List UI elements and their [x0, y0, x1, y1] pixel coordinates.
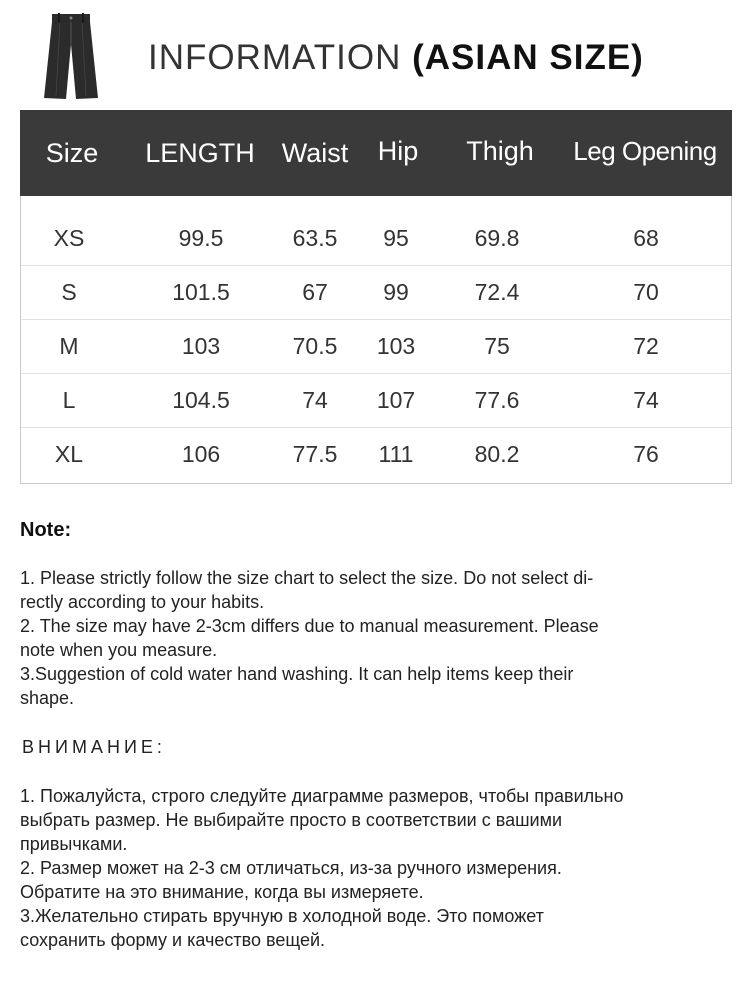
- cell-waist: 63.5: [292, 225, 338, 251]
- cell-length: 103: [181, 333, 221, 359]
- table-row-m: [21, 319, 731, 374]
- russian-note-line: сохранить форму и качество вещей.: [20, 930, 326, 950]
- title-asian-size: (ASIAN SIZE): [412, 38, 644, 77]
- cell-hip: 99: [383, 279, 409, 305]
- table-row-l: [21, 373, 731, 428]
- table-row-s: [21, 265, 731, 320]
- cell-thigh: 80.2: [474, 441, 520, 467]
- cell-hip: 111: [378, 441, 414, 467]
- cell-leg-opening: 68: [633, 225, 659, 251]
- russian-note-line: Обратите на это внимание, когда вы измеряете.: [20, 882, 424, 902]
- cell-waist: 67: [302, 279, 328, 305]
- cell-leg-opening: 74: [633, 387, 659, 413]
- page-header: [0, 0, 750, 110]
- cell-thigh: 72.4: [474, 279, 520, 305]
- column-header-size: Size: [45, 138, 99, 168]
- column-header-length: LENGTH: [145, 138, 255, 168]
- title-information: INFORMATION: [148, 38, 413, 77]
- note-line: shape.: [20, 688, 75, 708]
- cell-hip: 103: [376, 333, 416, 359]
- russian-note-line: 3.Желательно стирать вручную в холодной воде. Это поможет: [20, 906, 544, 926]
- column-header-leg-opening: Leg Opening: [573, 136, 717, 166]
- russian-note-heading: ВНИМАНИЕ:: [22, 737, 166, 757]
- cell-size: M: [59, 333, 79, 359]
- note-heading: Note:: [20, 519, 72, 541]
- table-header-row: [20, 110, 732, 196]
- cell-waist: 74: [302, 387, 328, 413]
- russian-note-line: 2. Размер может на 2-3 см отличаться, из-за ручного измерения.: [20, 858, 562, 878]
- cell-length: 104.5: [172, 387, 230, 413]
- cell-thigh: 69.8: [474, 225, 520, 251]
- cell-leg-opening: 76: [633, 441, 659, 467]
- column-header-hip: Hip: [377, 136, 419, 166]
- cell-hip: 107: [376, 387, 416, 413]
- cell-length: 106: [181, 441, 221, 467]
- cell-waist: 77.5: [292, 441, 338, 467]
- cell-size: XS: [53, 225, 85, 251]
- russian-note-line: 1. Пожалуйста, строго следуйте диаграмме размеров, чтобы правильно: [20, 786, 624, 806]
- table-row-xl: [21, 427, 731, 481]
- column-header-waist: Waist: [281, 138, 349, 168]
- page-title: [148, 36, 644, 80]
- cell-thigh: 75: [484, 333, 510, 359]
- cell-length: 99.5: [178, 225, 224, 251]
- note-line: 1. Please strictly follow the size chart to select the size. Do not select di-: [20, 568, 594, 588]
- russian-note-line: привычками.: [20, 834, 128, 854]
- russian-note-text: [20, 784, 735, 952]
- cell-size: L: [62, 387, 76, 413]
- cell-thigh: 77.6: [474, 387, 520, 413]
- cell-waist: 70.5: [292, 333, 338, 359]
- russian-note-line: выбрать размер. Не выбирайте просто в соответствии с вашими: [20, 810, 563, 830]
- size-chart-table: [20, 110, 732, 484]
- column-header-thigh: Thigh: [466, 136, 534, 166]
- table-row-xs: [21, 211, 731, 266]
- cell-size: S: [61, 279, 77, 305]
- note-line: 2. The size may have 2-3cm differs due to manual measurement. Please: [20, 616, 599, 636]
- cell-hip: 95: [383, 225, 409, 251]
- note-text: [20, 566, 730, 710]
- note-line: 3.Suggestion of cold water hand washing. It can help items keep their: [20, 664, 574, 684]
- note-line: note when you measure.: [20, 640, 218, 660]
- note-line: rectly according to your habits.: [20, 592, 265, 612]
- cell-size: XL: [54, 441, 84, 467]
- wide-leg-trousers-icon: [42, 10, 100, 102]
- cell-leg-opening: 70: [633, 279, 659, 305]
- cell-leg-opening: 72: [633, 333, 659, 359]
- cell-length: 101.5: [172, 279, 230, 305]
